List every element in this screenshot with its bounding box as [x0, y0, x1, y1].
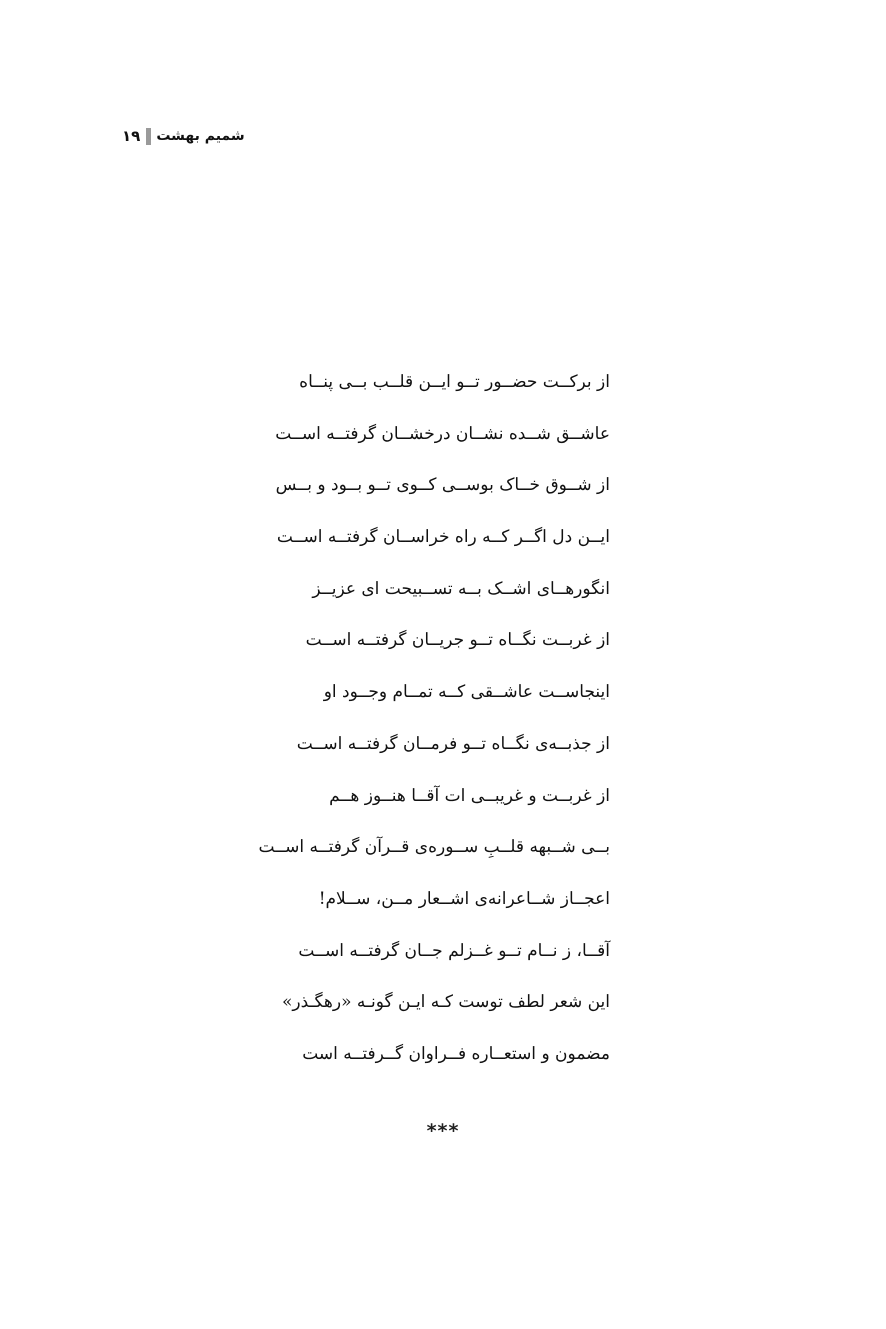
book-title: شمیم بهشت	[156, 128, 245, 144]
poem-line: عاشــق شــده نشــان درخشــان گرفتــه اســت	[275, 423, 610, 444]
page-number: ۱۹	[122, 127, 141, 145]
poem-line: آقــا، ز نــام تــو غــزلم جــان گرفتــه اســت	[298, 940, 610, 961]
poem-line: اینجاســت عاشــقی کــه تمــام وجــود او	[323, 682, 610, 703]
poem-line: از غربــت و غریبــی ات آقــا هنــوز هــم	[329, 785, 610, 806]
header-separator-bar	[146, 128, 151, 145]
poem-line: از برکــت حضــور تــو ایــن قلــب بــی پنــاه	[299, 372, 610, 392]
section-end-ornament: ***	[426, 1120, 460, 1142]
poem-line: اعجــاز شــاعرانه‌ی اشــعار مــن، ســلام!	[318, 888, 610, 909]
poem-line: این شعر لطف توست کـه ایـن گونـه «رهگـذر»	[282, 992, 610, 1013]
poem-line: از جذبــه‌ی نگــاه تــو فرمــان گرفتــه اســت	[296, 733, 610, 754]
running-header	[122, 124, 245, 148]
poem-line: بــی شــبهه قلــبِ ســوره‌ی قــرآن گرفتــه اســت	[258, 837, 610, 858]
poem-line: ایــن دل اگــر کــه راه خراســان گرفتــه اســت	[276, 527, 610, 548]
poem-line: از شــوق خــاک بوســی کــوی تــو بــود و بــس	[275, 475, 610, 496]
poem-line: مضمون و استعــاره فــراوان گــرفتــه است	[302, 1043, 610, 1064]
poem-line: انگورهــای اشــک بــه تســبیحت ای عزیــز	[312, 578, 610, 599]
poem	[258, 362, 610, 1086]
poem-line: از غربــت نگــاه تــو جریــان گرفتــه اســت	[305, 630, 610, 651]
